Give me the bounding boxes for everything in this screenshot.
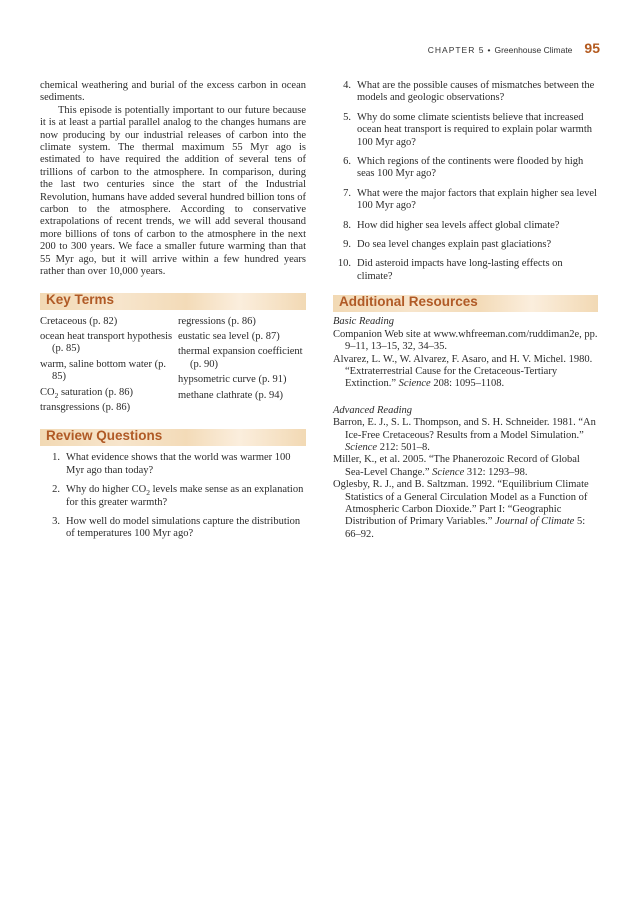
reference-entry: Miller, K., et al. 2005. “The Phanerozoic Record of Global Sea-Level Change.” Science 312: 1293–98. — [333, 454, 580, 478]
advanced-reading-label: Advanced Reading — [333, 404, 413, 416]
review-question: 3. How well do model simulations capture the distribution of temperatures 100 Myr ago? — [52, 515, 301, 540]
reference-entry: Oglesby, R. J., and B. Saltzman. 1992. “Equilibrium Climate Statistics of a General Circulation Model as a Function of Atmospheric Carbon Dioxide.” Part I: “Geographic Distribution of Primary Variables.” Journal of Climate 5: 66–92. — [333, 479, 589, 540]
body-paragraph-2: This episode is potentially important to our future because it is at least a partial parallel analog to the changes humans are now producing by our industrial releases of carbon into the climate system. The thermal maximum 55 Myr ago is estimated to have required the addition of several tens of trillions of carbon to the atmosphere. In comparison, during the last two centuries since the start of the Industrial Revolution, humans have added several hundred billion tons of carbon to the atmosphere. According to conservative extrapolations of recent trends, we will add several thousand more billions of tons of carbon to the atmosphere in the next 200 to 300 years. We face a smaller future warming than that 55 Myr ago, but it will arrive within a few hundred years rather than over 10,000 years. — [40, 104, 306, 278]
review-question: 6. Which regions of the continents were flooded by high seas 100 Myr ago? — [343, 156, 584, 180]
reference-entry: Companion Web site at www.whfreeman.com/ruddiman2e, pp. 9–11, 13–15, 32, 34–35. — [333, 328, 598, 353]
chapter-label — [428, 45, 573, 55]
key-term: warm, saline bottom water (p. 85) — [40, 358, 166, 383]
key-terms-heading-band — [40, 293, 306, 310]
key-terms-list — [40, 316, 306, 418]
review-questions-list — [40, 452, 306, 540]
key-term: eustatic sea level (p. 87) — [178, 330, 280, 342]
header-bullet: • — [487, 45, 492, 55]
review-question: 4. What are the possible causes of mismatches between the models and geologic observations? — [343, 80, 595, 104]
review-question: 5. Why do some climate scientists believe that increased ocean heat transport is required to explain polar warmth 100 Myr ago? — [343, 111, 592, 148]
key-term: methane clathrate (p. 94) — [178, 389, 283, 401]
basic-reading-label: Basic Reading — [333, 316, 394, 328]
key-term: Cretaceous (p. 82) — [40, 315, 118, 327]
right-column — [333, 80, 598, 541]
review-question: 8. How did higher sea levels affect global climate? — [343, 219, 560, 231]
additional-resources-heading-band — [333, 295, 598, 312]
reference-entry: Barron, E. J., S. L. Thompson, and S. H. Schneider. 1981. “An Ice-Free Cretaceous? Results from a Model Simulation.” Science 212: 501–8. — [333, 417, 596, 453]
review-question: 7. What were the major factors that explain higher sea level 100 Myr ago? — [343, 187, 597, 212]
key-terms-column-1 — [40, 316, 178, 418]
key-term: ocean heat transport hypothesis (p. 85) — [40, 330, 173, 355]
review-question: 1. What evidence shows that the world was warmer 100 Myr ago than today? — [52, 452, 291, 476]
left-column — [40, 80, 306, 548]
reference-entry: Alvarez, L. W., W. Alvarez, F. Asaro, and H. V. Michel. 1980. “Extraterrestrial Cause for the Cretaceous-Tertiary Extinction.” Science 208: 1095–1108. — [333, 353, 593, 390]
review-questions-heading-band — [40, 429, 306, 446]
review-question: 9. Do sea level changes explain past glaciations? — [343, 239, 552, 251]
key-term: transgressions (p. 86) — [40, 401, 131, 413]
key-term: hypsometric curve (p. 91) — [178, 374, 287, 386]
review-question: 10. Did asteroid impacts have long-lasting effects on climate? — [337, 258, 563, 282]
running-header — [428, 40, 600, 56]
chapter-title: Greenhouse Climate — [494, 45, 573, 55]
key-term: thermal expansion coefficient (p. 90) — [178, 346, 303, 370]
review-questions-heading: Review Questions — [46, 428, 163, 444]
chapter-number: CHAPTER 5 — [427, 45, 485, 55]
key-terms-column-2 — [178, 316, 306, 418]
key-terms-heading: Key Terms — [46, 291, 115, 307]
key-term-co2: $CO_2$ saturation (p. 86) — [40, 386, 133, 400]
body-paragraph-1: chemical weathering and burial of the excess carbon in ocean sediments. — [40, 80, 306, 104]
review-question: 2. Why do higher $CO_2$ levels make sense as an explanation for this greater warmth? — [52, 484, 304, 508]
additional-resources-heading: Additional Resources — [339, 294, 478, 310]
review-questions-list-continued — [333, 80, 598, 283]
page-number: 95 — [584, 40, 600, 56]
key-term: regressions (p. 86) — [178, 315, 256, 327]
